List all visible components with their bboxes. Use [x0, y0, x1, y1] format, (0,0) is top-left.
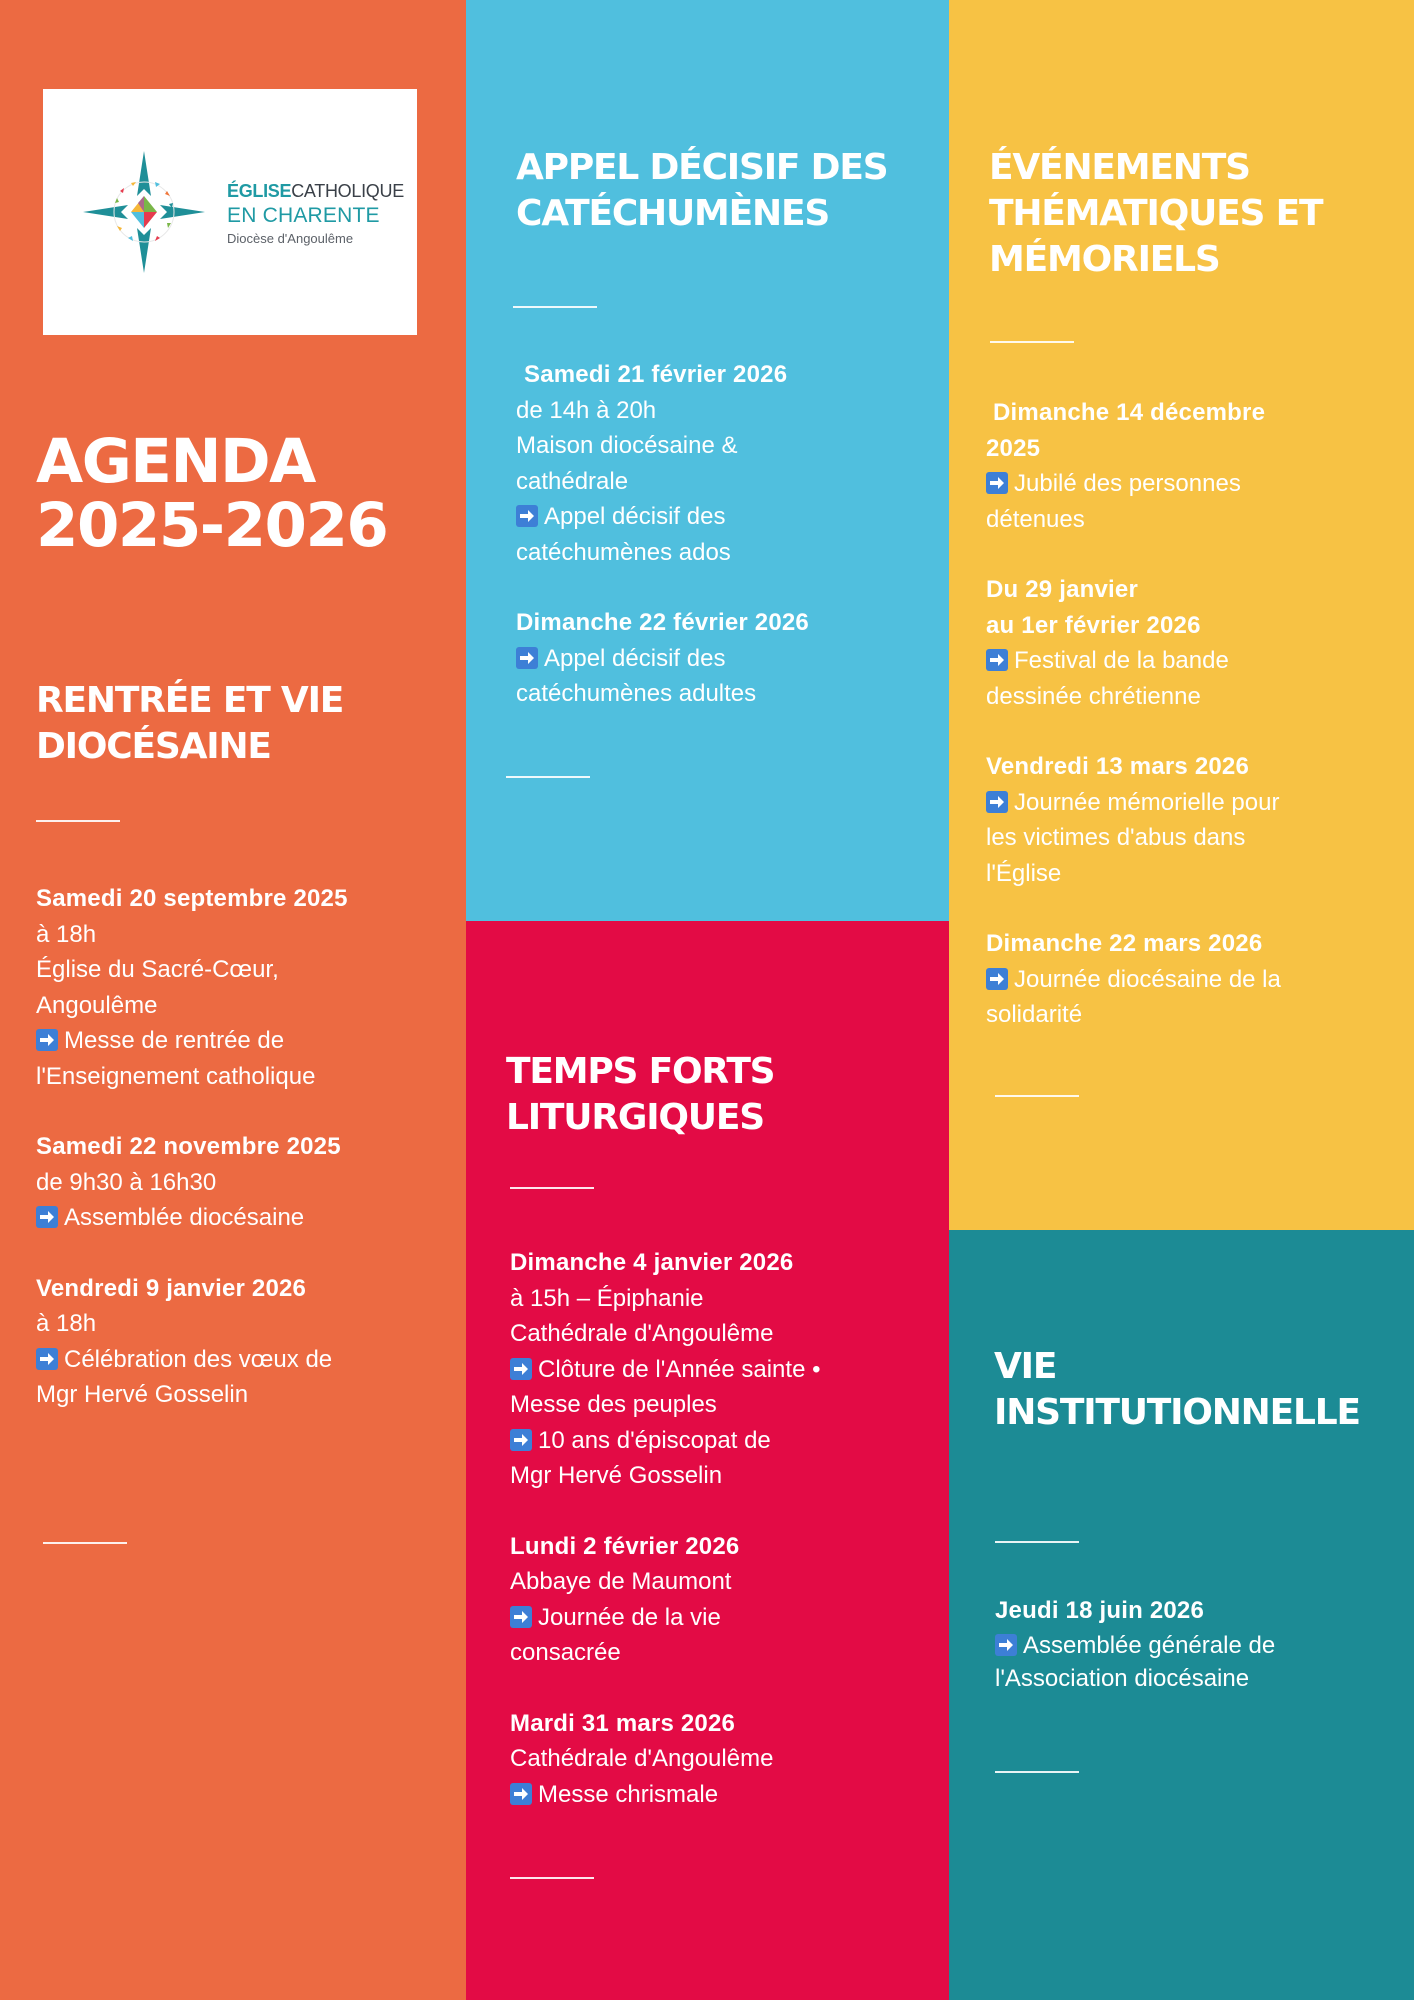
compass-rose-icon: [83, 151, 205, 273]
section-title-line: DIOCÉSAINE: [36, 726, 271, 767]
event-detail: Église du Sacré-Cœur,: [36, 956, 279, 983]
divider: [36, 820, 120, 822]
event-description: les victimes d'abus dans: [986, 824, 1246, 851]
event-description: Appel décisif des: [544, 644, 726, 672]
event-description: Assemblée générale de: [1023, 1631, 1276, 1659]
arrow-right-icon: [36, 1348, 58, 1370]
event-item: [36, 881, 456, 1094]
event-description: Journée mémorielle pour: [1014, 788, 1280, 816]
event-list-vie: [995, 1593, 1405, 1730]
event-item: [986, 572, 1406, 714]
event-description: Journée de la vie: [538, 1603, 721, 1631]
arrow-right-icon: [986, 472, 1008, 494]
arrow-right-icon: [510, 1606, 532, 1628]
arrow-right-icon: [986, 968, 1008, 990]
event-description: Messe de rentrée de: [64, 1027, 285, 1054]
event-list-evenements: [986, 395, 1406, 1068]
event-date: Jeudi 18 juin 2026: [995, 1597, 1205, 1624]
section-title-evenements: [989, 145, 1322, 283]
section-title-line: APPEL DÉCISIF DES: [516, 147, 888, 188]
event-detail: Abbaye de Maumont: [510, 1568, 732, 1595]
arrow-right-icon: [36, 1029, 58, 1051]
event-item: [36, 1271, 456, 1413]
arrow-right-icon: [510, 1429, 532, 1451]
divider: [995, 1771, 1079, 1773]
event-detail: de 14h à 20h: [516, 396, 657, 424]
section-title-vie: [994, 1344, 1360, 1436]
arrow-right-icon: [36, 1206, 58, 1228]
event-detail: à 18h: [36, 920, 97, 948]
section-title-line: THÉMATIQUES ET: [989, 193, 1323, 234]
section-title-rentree: [36, 678, 343, 770]
event-date: Dimanche 14 décembre: [993, 399, 1266, 426]
logo-text: [227, 182, 404, 245]
event-description: Messe chrismale: [538, 1780, 719, 1808]
event-description: détenues: [986, 505, 1085, 533]
event-detail: Cathédrale d'Angoulême: [510, 1320, 774, 1347]
event-detail: à 18h: [36, 1310, 97, 1337]
event-description: Clôture de l'Année sainte •: [538, 1355, 821, 1383]
event-item: [986, 926, 1406, 1033]
section-title-line: RENTRÉE ET VIE: [36, 680, 344, 721]
event-item: [510, 1245, 940, 1494]
event-date: au 1er février 2026: [986, 611, 1201, 639]
logo-line2: EN CHARENTE: [227, 204, 380, 227]
event-detail: Cathédrale d'Angoulême: [510, 1745, 774, 1772]
event-date: 2025: [986, 434, 1041, 462]
event-description: l'Enseignement catholique: [36, 1062, 316, 1090]
logo-line1-thin: CATHOLIQUE: [291, 181, 404, 201]
event-date: Lundi 2 février 2026: [510, 1532, 740, 1560]
event-list-appel: [516, 357, 936, 747]
event-date: Dimanche 22 mars 2026: [986, 930, 1263, 957]
logo-line1-bold: ÉGLISE: [227, 181, 292, 201]
section-title-line: VIE: [994, 1346, 1057, 1387]
logo: [43, 89, 417, 335]
arrow-right-icon: [516, 505, 538, 527]
divider: [990, 341, 1074, 343]
event-description: Assemblée diocésaine: [64, 1204, 305, 1231]
event-description: Appel décisif des: [544, 503, 726, 530]
event-list-rentree: [36, 881, 456, 1448]
event-description: Jubilé des personnes: [1014, 470, 1241, 497]
page-title-line2: 2025-2026: [36, 490, 388, 561]
panel-vie-institutionnelle: [949, 1230, 1414, 2000]
divider: [510, 1187, 594, 1189]
event-date: Dimanche 22 février 2026: [516, 609, 809, 636]
event-description: Mgr Hervé Gosselin: [510, 1462, 723, 1489]
divider: [510, 1877, 594, 1879]
event-item: [516, 605, 936, 712]
section-title-line: CATÉCHUMÈNES: [516, 193, 830, 234]
event-date: Samedi 20 septembre 2025: [36, 885, 348, 912]
event-item: [986, 749, 1406, 891]
event-detail: à 15h – Épiphanie: [510, 1284, 704, 1312]
divider: [506, 776, 590, 778]
section-title-appel: [516, 145, 887, 237]
event-description: Messe des peuples: [510, 1391, 717, 1418]
event-description: Festival de la bande: [1014, 647, 1229, 674]
event-item: [516, 357, 936, 570]
section-title-line: ÉVÉNEMENTS: [989, 147, 1250, 188]
event-detail: de 9h30 à 16h30: [36, 1168, 217, 1196]
event-description: Mgr Hervé Gosselin: [36, 1381, 249, 1408]
section-title-line: LITURGIQUES: [506, 1097, 764, 1138]
event-date: Samedi 22 novembre 2025: [36, 1133, 341, 1160]
event-description: catéchumènes ados: [516, 538, 731, 566]
event-description: solidarité: [986, 1001, 1083, 1028]
event-date: Samedi 21 février 2026: [524, 361, 788, 388]
event-item: [995, 1593, 1405, 1695]
event-detail: Maison diocésaine &: [516, 432, 738, 459]
event-description: 10 ans d'épiscopat de: [538, 1426, 771, 1454]
arrow-right-icon: [510, 1358, 532, 1380]
event-item: [510, 1706, 940, 1813]
event-item: [510, 1529, 940, 1671]
event-detail: cathédrale: [516, 467, 629, 495]
section-title-line: MÉMORIELS: [989, 239, 1220, 280]
event-description: l'Association diocésaine: [995, 1664, 1250, 1692]
section-title-line: TEMPS FORTS: [506, 1051, 775, 1092]
arrow-right-icon: [995, 1634, 1017, 1656]
event-date: Du 29 janvier: [986, 576, 1139, 603]
arrow-right-icon: [510, 1783, 532, 1805]
arrow-right-icon: [516, 647, 538, 669]
divider: [43, 1542, 127, 1544]
divider: [513, 306, 597, 308]
event-date: Vendredi 13 mars 2026: [986, 753, 1250, 780]
section-title-temps: [506, 1049, 774, 1141]
divider: [995, 1095, 1079, 1097]
panel-temps-forts: [466, 921, 949, 2000]
event-description: dessinée chrétienne: [986, 682, 1201, 710]
event-description: Célébration des vœux de: [64, 1345, 333, 1373]
page-title: [36, 426, 388, 561]
event-detail: Angoulême: [36, 991, 158, 1019]
section-title-line: INSTITUTIONNELLE: [994, 1392, 1360, 1433]
page-title-line1: AGENDA: [36, 426, 315, 497]
panel-rentree: [0, 0, 466, 2000]
panel-appel: [466, 0, 949, 921]
arrow-right-icon: [986, 791, 1008, 813]
event-date: Vendredi 9 janvier 2026: [36, 1274, 307, 1302]
event-item: [36, 1129, 456, 1236]
event-description: l'Église: [986, 859, 1062, 887]
panel-evenements: [949, 0, 1414, 1230]
event-list-temps: [510, 1245, 940, 1847]
event-item: [986, 395, 1406, 537]
event-description: Journée diocésaine de la: [1014, 965, 1281, 993]
event-description: consacrée: [510, 1639, 621, 1666]
logo-line3: Diocèse d'Angoulême: [227, 231, 354, 246]
arrow-right-icon: [986, 649, 1008, 671]
event-date: Dimanche 4 janvier 2026: [510, 1249, 794, 1276]
event-description: catéchumènes adultes: [516, 680, 757, 707]
divider: [995, 1541, 1079, 1543]
event-date: Mardi 31 mars 2026: [510, 1709, 736, 1737]
